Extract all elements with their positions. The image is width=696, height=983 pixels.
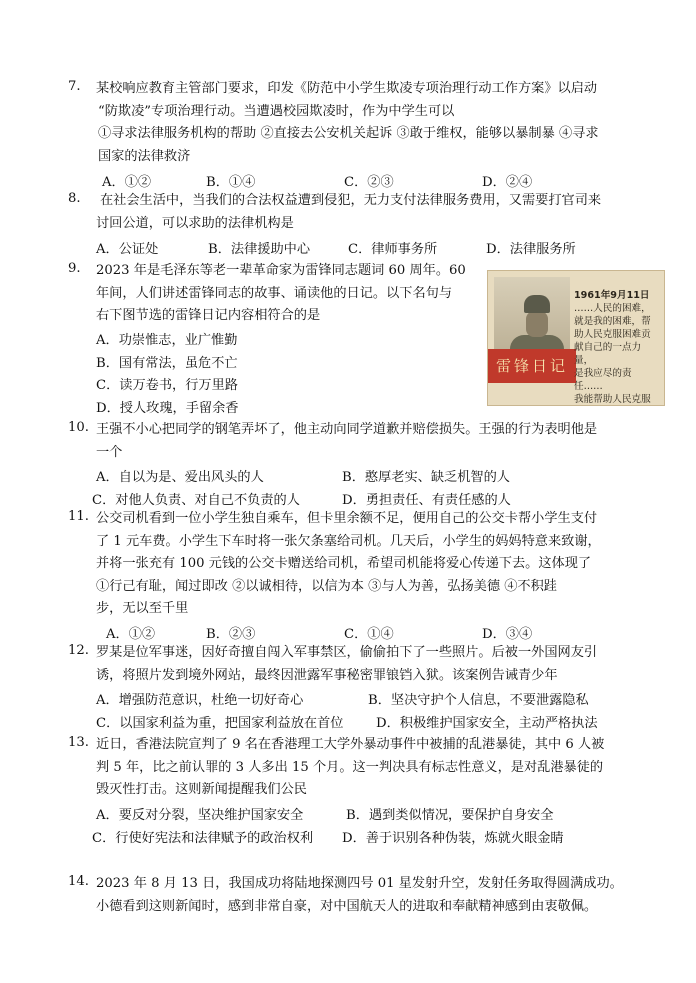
portrait-cap	[524, 295, 550, 313]
option-b[interactable]: B．国有常法，虽危不亡	[96, 355, 238, 371]
diary-line: 我能帮助人民克服	[574, 394, 651, 405]
stem-line: 判 5 年，比之前认罪的 3 人多出 15 个月。这一判决具有标志性意义，是对乱港暴徒的	[96, 759, 604, 775]
stem-line: 罗某是位军事迷，因好奇擅自闯入军事禁区，偷偷拍下了一些照片。后被一外国网友引	[96, 645, 598, 660]
question-number: 9.	[68, 261, 81, 276]
question-number: 11.	[68, 509, 89, 524]
options	[96, 330, 476, 420]
portrait-face	[526, 311, 548, 337]
question-number: 10.	[68, 420, 89, 435]
option-a[interactable]: A．要反对分裂，坚决维护国家安全	[96, 808, 304, 823]
question-stem	[96, 508, 636, 621]
option-a[interactable]: A．功崇惟志，业广惟勤	[96, 333, 238, 348]
option-a[interactable]: A．自以为是、爱出风头的人	[96, 470, 264, 485]
option-b[interactable]: B．①④	[206, 175, 256, 190]
diary-excerpt	[574, 289, 660, 406]
diary-banner: 雷锋日记	[488, 349, 576, 383]
stem-line: 了 1 元车费。小学生下车时将一张欠条塞给司机。几天后，小学生的妈妈特意来致谢，	[96, 533, 601, 549]
stem-line: ①行己有耻，闻过即改 ②以诚相待，以信为本 ③与人为善，弘扬美德 ④不积跬	[96, 578, 557, 594]
stem-line: 在社会生活中，当我们的合法权益遭到侵犯，无力支付法律服务费用，又需要打官司来	[100, 193, 602, 208]
stem-line: “防欺凌”专项治理行动。当遭遇校园欺凌时，作为中学生可以	[98, 103, 455, 119]
stem-line: 步，无以至千里	[96, 601, 189, 616]
question-stem	[96, 190, 636, 235]
diary-line: 是我应尽的责任……	[574, 368, 632, 392]
diary-line: 就是我的困难，帮	[574, 316, 651, 327]
diary-line: 助人民克服困难贡	[574, 329, 651, 340]
option-b[interactable]: B．②③	[206, 627, 256, 642]
option-b[interactable]: B．遇到类似情况，要保护自身安全	[346, 808, 554, 823]
stem-line: 诱，将照片发到境外网站，最终因泄露军事秘密罪锒铛入狱。该案例告诫青少年	[96, 667, 558, 683]
option-d[interactable]: D．积极维护国家安全，主动严格执法	[376, 716, 598, 731]
lei-feng-diary-photo	[487, 270, 665, 406]
question-stem	[96, 734, 636, 802]
question-stem	[96, 642, 636, 687]
stem-line: 某校响应教育主管部门要求，印发《防范中小学生欺凌专项治理行动工作方案》以启动	[96, 81, 598, 96]
stem-line: 近日，香港法院宣判了 9 名在香港理工大学外暴动事件中被捕的乱港暴徒，其中 6 人被	[96, 737, 605, 752]
diary-line: ……人民的困难，	[574, 303, 651, 314]
option-a[interactable]: A．增强防范意识，杜绝一切好奇心	[96, 693, 304, 708]
stem-line: ①寻求法律服务机构的帮助 ②直接去公安机关起诉 ③敢于维权，能够以暴制暴 ④寻求	[98, 126, 599, 141]
option-d[interactable]: D．善于识别各种伪装，炼就火眼金睛	[342, 831, 564, 846]
stem-line: 讨回公道，可以求助的法律机构是	[96, 215, 294, 231]
question-stem	[96, 78, 636, 168]
option-c[interactable]: C．②③	[344, 175, 394, 190]
question-number: 14.	[68, 874, 89, 889]
stem-line: 王强不小心把同学的钢笔弄坏了，他主动向同学道歉并赔偿损失。王强的行为表明他是	[96, 422, 598, 437]
stem-line: 右下图节选的雷锋日记内容相符合的是	[96, 308, 321, 323]
option-b[interactable]: B．坚决守护个人信息，不要泄露隐私	[368, 693, 589, 708]
stem-line: 国家的法律救济	[98, 148, 191, 164]
question-number: 12.	[68, 643, 89, 658]
stem-line: 2023 年 8 月 13 日，我国成功将陆地探测四号 01 星发射升空，发射任务取得圆满成功。	[96, 876, 623, 891]
option-c[interactable]: C．①④	[344, 627, 394, 642]
stem-line: 公交司机看到一位小学生独自乘车，但卡里余额不足，便用自己的公交卡帮小学生支付	[96, 511, 598, 526]
diary-date: 1961年9月11日	[574, 290, 650, 301]
option-c[interactable]: C．对他人负责、对自己不负责的人	[92, 493, 300, 508]
stem-line: 毁灭性打击。这则新闻提醒我们公民	[96, 782, 307, 797]
option-d[interactable]: D．②④	[482, 175, 533, 190]
option-c[interactable]: C．以国家利益为重，把国家利益放在首位	[96, 716, 344, 731]
option-a[interactable]: A．①②	[106, 627, 156, 642]
question-number: 7.	[68, 79, 81, 94]
question-stem	[96, 260, 482, 328]
option-c[interactable]: C．律师事务所	[348, 242, 438, 257]
stem-line: 小德看到这则新闻时，感到非常自豪，对中国航天人的进取和奉献精神感到由衷敬佩。	[96, 898, 598, 914]
option-d[interactable]: D．③④	[482, 627, 533, 642]
diary-line: 献自己的一点力量，	[574, 342, 642, 366]
question-stem	[96, 873, 636, 918]
stem-line: 一个	[96, 444, 123, 460]
option-d[interactable]: D．勇担责任、有责任感的人	[342, 493, 511, 508]
option-c[interactable]: C．读万卷书，行万里路	[96, 378, 238, 393]
question-number: 13.	[68, 735, 89, 750]
option-d[interactable]: D．授人玫瑰，手留余香	[96, 400, 239, 416]
question-number: 8.	[68, 191, 81, 206]
option-d[interactable]: D．法律服务所	[486, 242, 576, 257]
stem-line: 年间，人们讲述雷锋同志的故事、诵读他的日记。以下名句与	[96, 285, 453, 301]
stem-line: 2023 年是毛泽东等老一辈革命家为雷锋同志题词 60 周年。60	[96, 263, 466, 278]
option-b[interactable]: B．法律援助中心	[208, 242, 311, 257]
stem-line: 并将一张充有 100 元钱的公交卡赠送给司机，希望司机能将爱心传递下去。这体现了	[96, 556, 592, 571]
option-a[interactable]: A．公证处	[96, 242, 159, 257]
option-b[interactable]: B．憨厚老实、缺乏机智的人	[342, 470, 510, 485]
option-c[interactable]: C．行使好宪法和法律赋予的政治权利	[92, 831, 314, 846]
question-stem	[96, 419, 636, 464]
option-a[interactable]: A．①②	[102, 175, 152, 190]
